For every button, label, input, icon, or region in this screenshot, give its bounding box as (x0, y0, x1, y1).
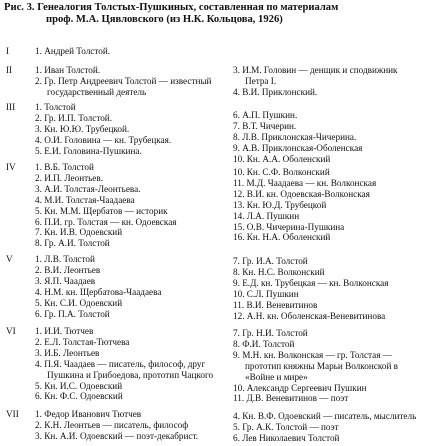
list-item: 3. Кн. А.И. Одоевский — поэт-декабрист. (35, 430, 199, 441)
list-item: 7. Гр. И.А. Толстой (233, 256, 308, 266)
list-item: 9. М.Н. кн. Волконская — гр. Толстая — (233, 349, 392, 360)
list-item: 7. Гр. Н.И. Толстой (233, 328, 308, 338)
generation-left-column (35, 254, 230, 319)
generation-right-column (233, 328, 441, 404)
list-item: 7. Кн. И.В. Одоевский (35, 227, 123, 238)
list-item: 14. Л.А. Пушкин (233, 210, 300, 221)
list-item: 8. Гр. А.И. Толстой (35, 238, 110, 249)
list-item: 10. С.Л. Пушкин (233, 288, 299, 299)
list-item: 9. Е.Д. кн. Трубецкая — кн. Волконская (233, 277, 389, 288)
list-item: 12. В.И. кн. Одоевская-Волконская (233, 188, 370, 199)
generation-left-column (35, 65, 230, 98)
list-item: 4. О.И. Головина — кн. Трубецкая. (35, 134, 172, 145)
generation-left-column (35, 46, 230, 57)
generation-roman: VI (6, 326, 16, 336)
list-item: 2. Гр. Петр Андреевич Толстой — известный (35, 75, 212, 86)
list-item: 5. Е.И. Головина-Пушкина. (35, 145, 142, 156)
list-item: 10. Кн. А.А. Оболенский (233, 153, 331, 164)
list-item: 2. Гр. И.П. Толстой. (35, 112, 113, 123)
list-item: 4. М.И. Толстая-Чаадаева (35, 194, 135, 205)
list-item: 2. Е.Л. Толстая-Тютчева (35, 336, 130, 347)
list-item: 4. П.Я. Чаадаев — писатель, философ, друг (35, 358, 206, 369)
list-item: 2. К.Н. Леонтьев — писатель, философ (35, 419, 189, 430)
list-item-continuation: «Войне и мире» (245, 371, 308, 382)
generation-roman: III (6, 102, 16, 112)
list-item: 1. Андрей Толстой. (35, 46, 111, 56)
list-item: 12. А.Н. кн. Оболенская-Веневитинова (233, 310, 386, 321)
list-item-continuation: прототип княжны Марьи Волконской в (245, 360, 398, 371)
caption-line-2: проф. М.А. Цявловского (из Н.К. Кольцова, 1926) (46, 14, 283, 25)
generation-right-column (233, 167, 441, 243)
generation-left-column (35, 409, 230, 442)
list-item: 9. А.В. Приклонская-Оболенская (233, 142, 363, 153)
list-item: 2. В.И. Леонтьев (35, 264, 101, 275)
list-item: 2. И.П. Леонтьев. (35, 172, 104, 183)
list-item: 6. Лев Николаевич Толстой (233, 432, 340, 443)
list-item: 6. Гр. П.А. Толстой (35, 308, 110, 319)
generation-left-column (35, 162, 230, 249)
list-item: 3. Кн. Ю.Ю. Трубецкой. (35, 123, 130, 134)
list-item: 7. В.Т. Чичерин. (233, 120, 297, 131)
list-item: 13. Кн. Ю.Д. Трубецкой (233, 199, 327, 210)
list-item: 6. А.П. Пушкин. (233, 110, 298, 120)
generation-right-column (233, 411, 441, 444)
figure-label: Рис. 3. (4, 2, 35, 13)
list-item-continuation: государственный деятель (47, 86, 147, 97)
list-item: 8. Ф.И. Толстой (233, 338, 295, 349)
generation-roman: I (6, 46, 10, 56)
generation-right-column (233, 65, 441, 98)
list-item-continuation: Пушкина и Грибоедова, прототип Чацкого (47, 369, 214, 380)
list-item: 6. П.И. гр. Толстая — кн. Одоевская (35, 216, 177, 227)
list-item: 4. Н.М. кн. Щербатова-Чаадаева (35, 286, 162, 297)
list-item: 10. Кн. С.Ф. Волконский (233, 167, 330, 177)
list-item: 3. А.И. Толстая-Леонтьева. (35, 183, 141, 194)
list-item: 11. М.Д. Чаадаева — кн. Волконская (233, 177, 377, 188)
generation-roman: VII (6, 409, 19, 419)
generation-roman: V (6, 254, 13, 264)
generation-left-column (35, 326, 230, 402)
list-item: 1. Иван Толстой. (35, 65, 101, 75)
list-item-continuation: Петра I. (245, 75, 277, 86)
generation-left-column (35, 102, 230, 157)
list-item: 5. Кн. И.С. Одоевский (35, 380, 123, 391)
list-item: 3. И.М. Головин — денщик и сподвижник (233, 65, 398, 75)
list-item: 5. Кн. М.М. Щербатов — историк (35, 205, 168, 216)
list-item: 1. Л.В. Толстой (35, 254, 95, 264)
list-item: 16. Кн. Н.А. Оболенский (233, 232, 331, 243)
generation-right-column (233, 110, 441, 165)
list-item: 8. Кн. Н.С. Волконский (233, 266, 325, 277)
list-item: 15. О.В. Чичерина-Пушкина (233, 221, 345, 232)
generation-roman: II (6, 65, 13, 75)
list-item: 3. Я.П. Чаадаев (35, 275, 96, 286)
list-item: 4. В.И. Приклонский. (233, 86, 318, 97)
list-item: 8. Л.В. Приклонская-Чичерина. (233, 131, 357, 142)
list-item: 10. Александр Сергеевич Пушкин (233, 382, 367, 393)
list-item: 5. Гр. А.К. Толстой — поэт (233, 421, 339, 432)
list-item: 4. Кн. В.Ф. Одоевский — писатель, мыслитель (233, 411, 417, 421)
generation-right-column (233, 256, 441, 321)
list-item: 11. Д.В. Веневитинов — поэт (233, 393, 349, 404)
list-item: 1. Толстой (35, 102, 76, 112)
list-item: 5. Кн. С.И. Одоевский (35, 297, 123, 308)
list-item: 11. В.И. Веневитинов (233, 299, 318, 310)
list-item: 3. И.Б. Леонтьев (35, 347, 100, 358)
figure-caption (4, 2, 440, 26)
list-item: 1. И.И. Тютчев (35, 326, 94, 336)
list-item: 6. Кн. Ф.С. Одоевский (35, 391, 123, 402)
generation-roman: IV (6, 162, 16, 172)
list-item: 1. В.Б. Толстой (35, 162, 94, 172)
list-item: 1. Федор Иванович Тютчев (35, 409, 142, 419)
caption-line-1: Генеалогия Толстых-Пушкиных, составленная по материалам (37, 2, 339, 13)
